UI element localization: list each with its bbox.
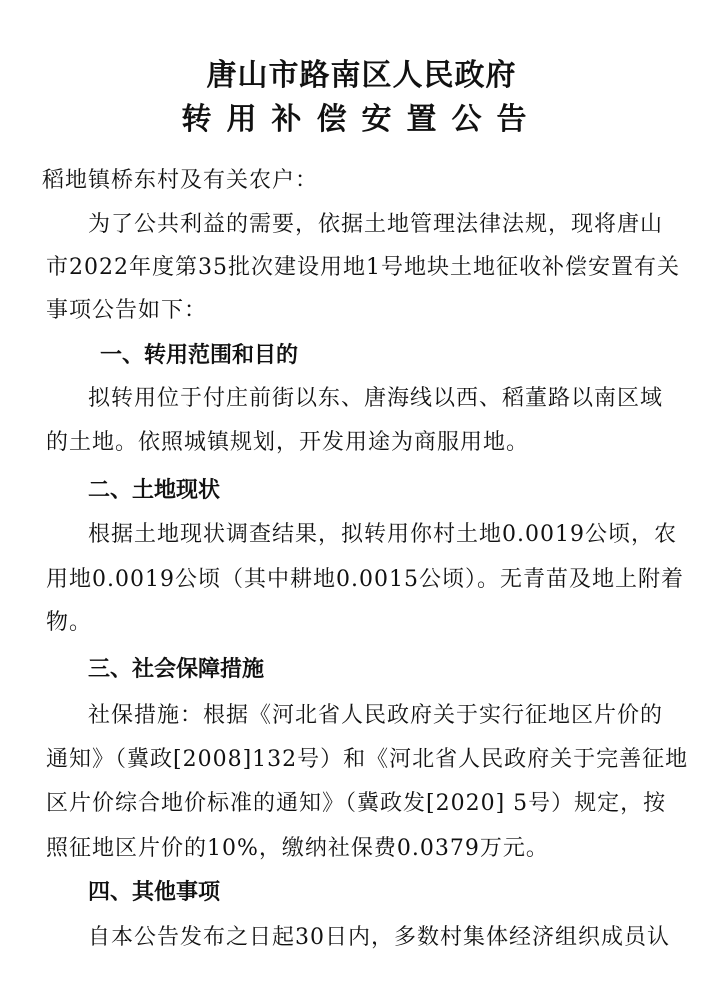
section-land-status-line: 根据土地现状调查结果，拟转用你村土地0.0019公顷，农 [88,522,677,547]
section-heading-social-security: 三、社会保障措施 [88,657,265,682]
intro-line: 为了公共利益的需要，依据土地管理法律法规，现将唐山 [88,212,664,237]
addressee: 稻地镇桥东村及有关农户： [42,168,319,193]
title-issuer: 唐山市路南区人民政府 [206,58,517,93]
section-heading-land-status: 二、土地现状 [88,478,221,503]
section-heading-other: 四、其他事项 [88,880,221,905]
section-social-security-line: 社保措施：根据《河北省人民政府关于实行征地区片价的 [88,703,664,728]
intro-line: 事项公告如下： [46,298,208,323]
section-scope-line: 的土地。依照城镇规划，开发用途为商服用地。 [46,430,530,455]
section-land-status-line: 用地0.0019公顷（其中耕地0.0015公顷）。无青苗及地上附着 [46,567,684,592]
intro-line: 市2022年度第35批次建设用地1号地块土地征收补偿安置有关 [46,255,680,280]
section-social-security-line: 区片价综合地价标准的通知》（冀政发[2020] 5号）规定，按 [46,791,667,816]
title-subject: 转用补偿安置公告 [181,102,542,137]
section-land-status-line: 物。 [46,610,93,635]
section-social-security-line: 照征地区片价的10%，缴纳社保费0.0379万元。 [46,836,549,861]
section-social-security-line: 通知》（冀政[2008]132号）和《河北省人民政府关于完善征地 [46,747,689,772]
section-scope-line: 拟转用位于付庄前街以东、唐海线以西、稻董路以南区域 [88,386,664,411]
section-heading-scope: 一、转用范围和目的 [100,343,299,368]
section-other-line: 自本公告发布之日起30日内，多数村集体经济组织成员认 [88,925,670,950]
